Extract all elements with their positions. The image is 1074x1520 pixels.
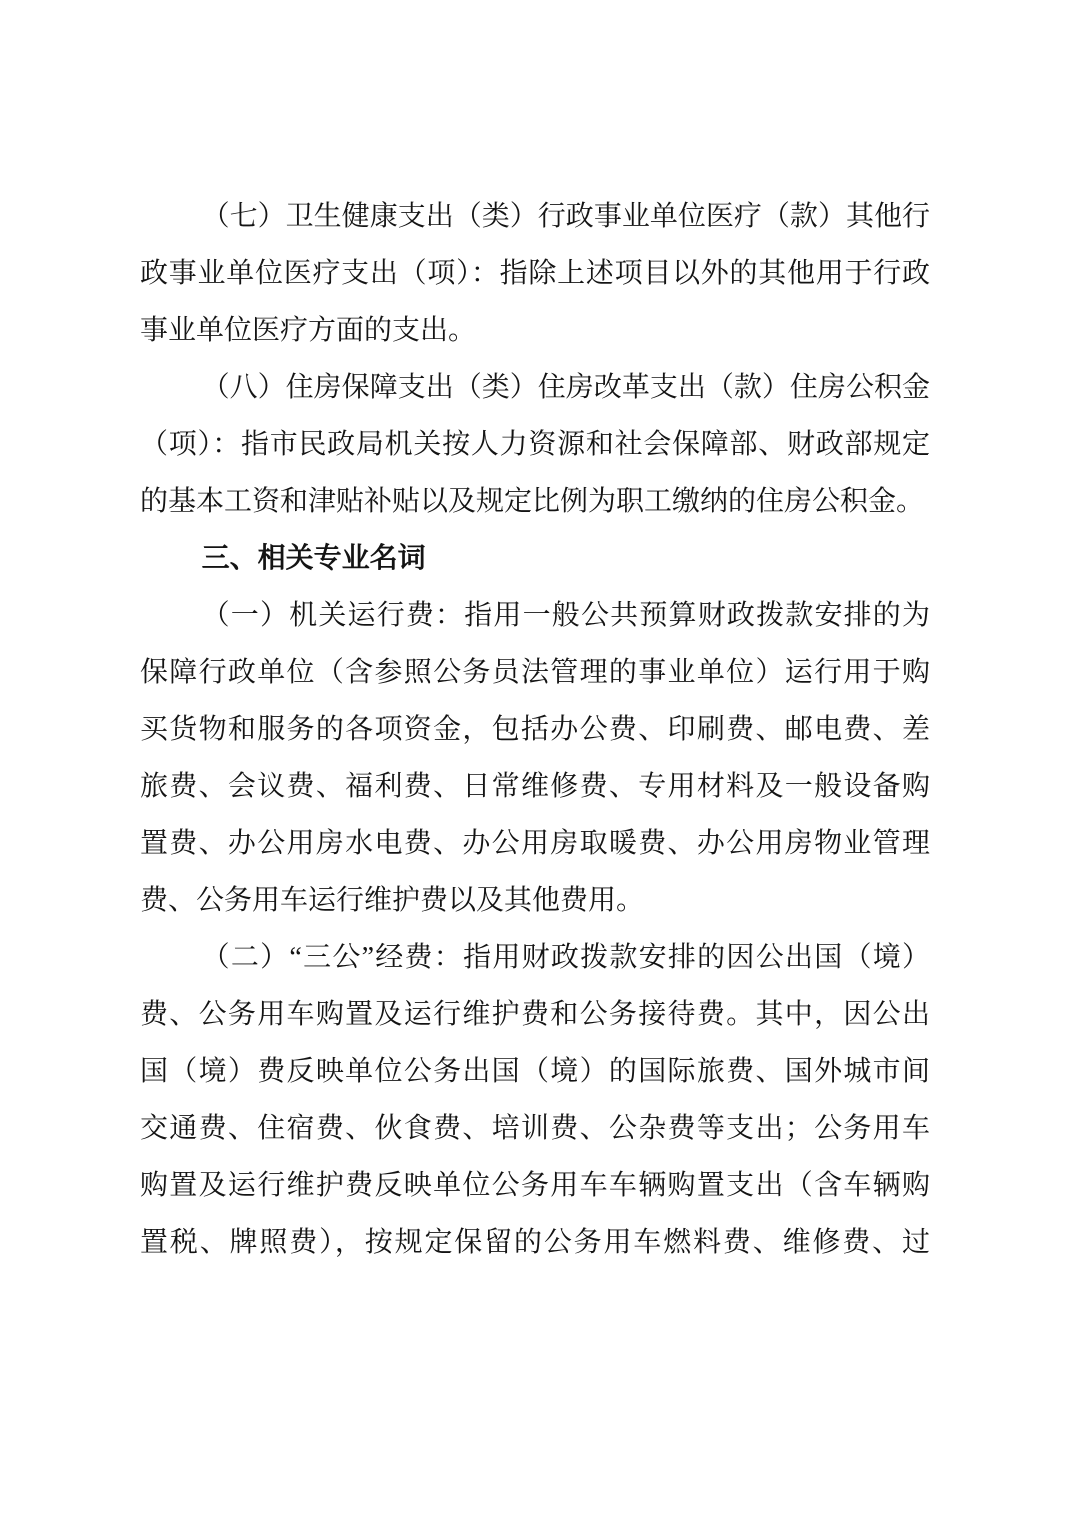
paragraph-line: （七）卫生健康支出（类）行政事业单位医疗（款）其他行 <box>201 201 930 232</box>
paragraph-line: 置税、牌照费），按规定保留的公务用车燃料费、维修费、过 <box>140 1227 930 1258</box>
paragraph-line: 费、公务用车运行维护费以及其他费用。 <box>140 885 645 916</box>
paragraph-line: 费、公务用车购置及运行维护费和公务接待费。其中，因公出 <box>140 999 930 1030</box>
paragraph-line: 旅费、会议费、福利费、日常维修费、专用材料及一般设备购 <box>140 771 930 802</box>
paragraph-line: 交通费、住宿费、伙食费、培训费、公杂费等支出；公务用车 <box>140 1113 930 1144</box>
paragraph-line: （八）住房保障支出（类）住房改革支出（款）住房公积金 <box>201 372 930 403</box>
paragraph-line: 购置及运行维护费反映单位公务用车车辆购置支出（含车辆购 <box>140 1170 930 1201</box>
paragraph-line: 事业单位医疗方面的支出。 <box>140 315 477 346</box>
document-body <box>140 188 930 1271</box>
paragraph-line: （一）机关运行费：指用一般公共预算财政拨款安排的为 <box>201 600 930 631</box>
section-heading: 三、相关专业名词 <box>201 543 426 574</box>
paragraph-line: 政事业单位医疗支出（项）：指除上述项目以外的其他用于行政 <box>140 258 930 289</box>
paragraph-line: 置费、办公用房水电费、办公用房取暖费、办公用房物业管理 <box>140 828 930 859</box>
paragraph-line: （项）：指市民政局机关按人力资源和社会保障部、财政部规定 <box>140 429 930 460</box>
paragraph-line: 的基本工资和津贴补贴以及规定比例为职工缴纳的住房公积金。 <box>140 486 925 517</box>
paragraph-line: （二）“三公”经费：指用财政拨款安排的因公出国（境） <box>201 942 930 973</box>
paragraph-line: 买货物和服务的各项资金，包括办公费、印刷费、邮电费、差 <box>140 714 930 745</box>
paragraph-line: 国（境）费反映单位公务出国（境）的国际旅费、国外城市间 <box>140 1056 930 1087</box>
paragraph-line: 保障行政单位（含参照公务员法管理的事业单位）运行用于购 <box>140 657 930 688</box>
